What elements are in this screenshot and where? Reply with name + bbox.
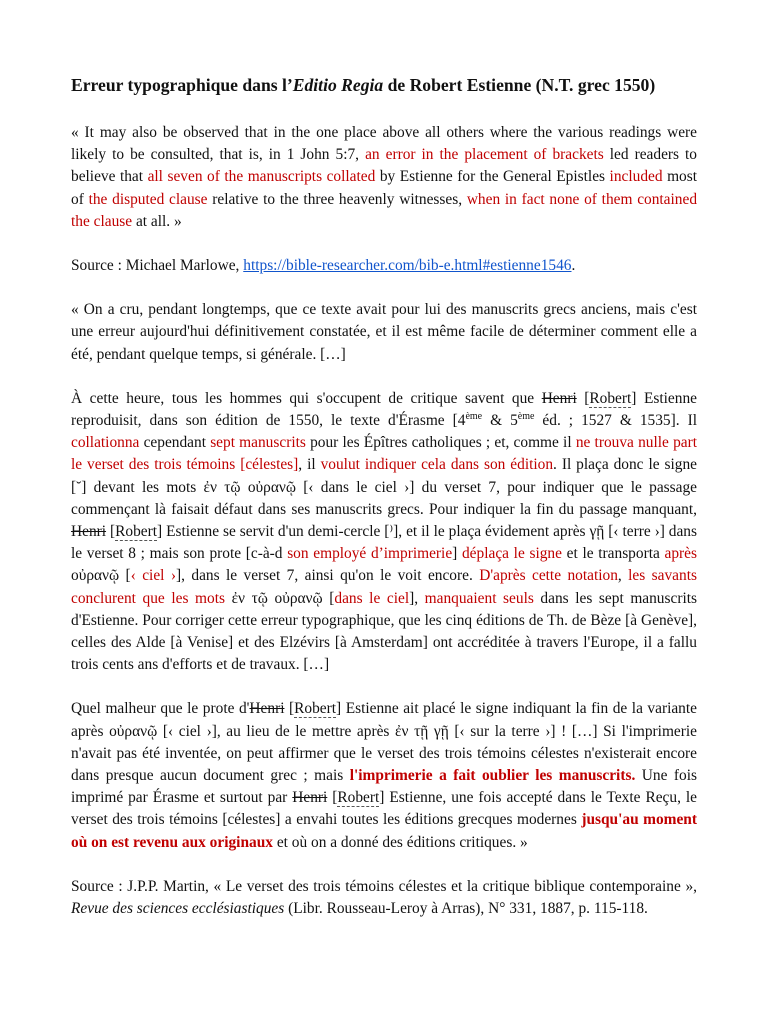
superscript: ème bbox=[517, 411, 535, 423]
text: cependant bbox=[139, 434, 211, 452]
highlight-red: manquaient seuls bbox=[424, 589, 534, 607]
text: Estienne ait placé le signe indiquant la fin de la variante après οὐρανῷ [‹ ciel ›], au lieu de le mettre après ἐν τῇ γῇ [‹ sur la terre ›] ! […] Si l'imprimerie n'avait pas été inventée, on peut affirmer que le verset des trois témoins célestes n'existerait encore dans presque aucun document grec ; mais bbox=[71, 700, 697, 785]
document-title bbox=[71, 74, 697, 96]
source-prefix: Source : Michael Marlowe, bbox=[71, 257, 244, 275]
struck-name: Henri bbox=[249, 700, 285, 718]
highlight-red: déplaça le signe bbox=[461, 545, 562, 563]
superscript: ème bbox=[465, 411, 483, 423]
highlight-red: included bbox=[609, 168, 663, 186]
text: Estienne se servit d'un demi-cercle [⁾], et il le plaça évidement après γῇ [‹ terre ›] dans le verset 8 ; mais son prote [c-à-d bbox=[71, 523, 697, 563]
text: , il bbox=[298, 456, 321, 474]
quote-marlowe bbox=[71, 122, 697, 233]
text: οὐρανῷ [ bbox=[71, 567, 131, 585]
text: Quel malheur que le prote d' bbox=[71, 700, 250, 718]
correction-name: Robert bbox=[337, 789, 380, 807]
quote-martin-conclusion: Quel malheur que le prote d'Henri [Robert] Estienne ait placé le signe indiquant la fin de la variante après οὐρανῷ [‹ ciel ›], au lieu de le mettre après ἐν τῇ γῇ [‹ sur la terre ›] ! […] Si l'imprimerie n'avait pas été inventée, on peut affirmer que le verset des trois témoins célestes n'existerait encore dans presque aucun document grec ; mais l'imprimerie a fait oublier les manuscrits. Une fois imprimé par Érasme et surtout par Henri [Robert] Estienne, une fois accepté dans le Texte Reçu, le verset des trois témoins [célestes] a envahi toutes les éditions grecques modernes jusqu'au moment où on est revenu aux originaux et où on a donné des éditions critiques. » bbox=[71, 700, 697, 851]
title-text: Erreur typographique dans l’ bbox=[71, 75, 293, 95]
text: dans les sept manuscrits d'Estienne. Pour corriger cette erreur typographique, que les cinq éditions de Th. de Bèze [à Genève], celles des Alde [à Venise] et des Elzévirs [à Amsterdam] ont accréditée à travers l'Europe, il a fallu trois cents ans d'efforts et de travaux. […] bbox=[71, 589, 697, 674]
text: À cette heure, tous les hommes qui s'occupent de critique savent que bbox=[71, 389, 542, 407]
text: . bbox=[571, 257, 576, 275]
text: most of bbox=[71, 168, 698, 208]
text: et où on a donné des éditions critiques. » bbox=[272, 833, 528, 851]
highlight-red: ‹ ciel › bbox=[130, 567, 176, 585]
highlight-red: sept manuscrits bbox=[210, 434, 306, 452]
highlight-red: when in fact none of them contained the clause bbox=[71, 190, 698, 230]
correction-name: Robert bbox=[589, 389, 632, 407]
source-link[interactable]: https://bible-researcher.com/bib-e.html#estienne1546 bbox=[243, 257, 572, 275]
correction-name: Robert bbox=[115, 523, 157, 541]
text: « It may also be observed that in the one place above all others where the various readings were likely to be consulted, that is, in 1 John 5:7, bbox=[71, 124, 697, 164]
highlight-red-bold: l'imprimerie a fait oublier les manuscrits. bbox=[349, 767, 636, 785]
highlight-red: les savants conclurent que les mots bbox=[71, 567, 697, 607]
title-italic: Editio Regia bbox=[292, 75, 384, 95]
highlight-red: all seven of the manuscripts collated bbox=[147, 168, 376, 186]
text: ] bbox=[452, 545, 462, 563]
correction-name: Robert bbox=[294, 700, 337, 718]
highlight-red: collationna bbox=[71, 434, 140, 452]
highlight-red: D'après cette notation bbox=[479, 567, 618, 585]
journal-title: Revue des sciences ecclésiastiques bbox=[71, 900, 285, 918]
struck-name: Henri bbox=[292, 789, 328, 807]
highlight-red: voulut indiquer cela dans son édition bbox=[320, 456, 554, 474]
text: « On a cru, pendant longtemps, que ce texte avait pour lui des manuscrits grecs anciens, mais c'est une erreur aujourd'hui définitivement constatée, et il est même facile de déterminer comment elle a été, pendant quelque temps, si générale. […] bbox=[71, 301, 697, 363]
title-text-end: de Robert Estienne (N.T. grec 1550) bbox=[383, 75, 656, 95]
text: ], bbox=[409, 589, 425, 607]
text: (Libr. Rousseau-Leroy à Arras), N° 331, 1887, p. 115-118. bbox=[284, 900, 648, 918]
highlight-red: son employé d’imprimerie bbox=[287, 545, 453, 563]
highlight-red: dans le ciel bbox=[334, 589, 410, 607]
text: , bbox=[617, 567, 629, 585]
text: at all. » bbox=[132, 212, 182, 230]
text: pour les Épîtres catholiques ; et, comme il bbox=[305, 434, 576, 452]
highlight-red: ne trouva nulle part le verset des trois témoins [célestes] bbox=[71, 434, 697, 474]
text: & 5 bbox=[482, 412, 518, 430]
quote-martin-body: À cette heure, tous les hommes qui s'occupent de critique savent que Henri [Robert] Estienne reproduisit, dans son édition de 1550, le texte d'Érasme [4ème & 5ème éd. ; 1527 & 1535]. Il collationna cependant sept manuscrits pour les Épîtres catholiques ; et, comme il ne trouva nulle part le verset des trois témoins [célestes], il voulut indiquer cela dans son édition. Il plaça donc le signe [˘] devant les mots ἐν τῷ οὐρανῷ [‹ dans le ciel ›] du verset 7, pour indiquer que le passage commençant là faisait défaut dans ses manuscrits grecs. Pour indiquer la fin du passage manquant, Henri [Robert] Estienne se servit d'un demi-cercle [⁾], et il le plaça évidement après γῇ [‹ terre ›] dans le verset 8 ; mais son prote [c-à-d son employé d’imprimerie] déplaça le signe et le transporta après οὐρανῷ [‹ ciel ›], dans le verset 7, ainsi qu'on le voit encore. D'après cette notation, les savants conclurent que les mots ἐν τῷ οὐρανῷ [dans le ciel], manquaient seuls dans les sept manuscrits d'Estienne. Pour corriger cette erreur typographique, que les cinq éditions de Th. de Bèze [à Genève], celles des Alde [à Venise] et des Elzévirs [à Amsterdam] ont accréditée à travers l'Europe, il a fallu trois cents ans d'efforts et de travaux. […] bbox=[71, 389, 697, 674]
text: ], dans le verset 7, ainsi qu'on le voit encore. bbox=[175, 567, 480, 585]
text: Source : J.P.P. Martin, « Le verset des trois témoins célestes et la critique biblique contemporaine », bbox=[71, 877, 697, 895]
highlight-red-bold: jusqu'au moment où on est revenu aux originaux bbox=[71, 811, 697, 851]
text: relative to the three heavenly witnesses, bbox=[207, 190, 467, 208]
text: éd. ; 1527 & 1535]. Il bbox=[534, 412, 697, 430]
text: ἐν τῷ οὐρανῷ [ bbox=[224, 589, 335, 607]
highlight-red: the disputed clause bbox=[88, 190, 208, 208]
text: Estienne reproduisit, dans son édition de 1550, le texte d'Érasme [4 bbox=[71, 389, 697, 430]
highlight-red: après bbox=[664, 545, 697, 563]
struck-name: Henri bbox=[541, 389, 577, 407]
text: et le transporta bbox=[561, 545, 665, 563]
source-marlowe bbox=[71, 255, 697, 277]
text: . Il plaça donc le signe [˘] devant les mots ἐν τῷ οὐρανῷ [‹ dans le ciel ›] du verset 7, pour indiquer que le passage commençant là faisait défaut dans ses manuscrits grecs. Pour indiquer la fin du passage manquant, bbox=[71, 456, 697, 518]
text: Une fois imprimé par Érasme et surtout par bbox=[71, 767, 697, 807]
text: by Estienne for the General Epistles bbox=[375, 168, 610, 186]
highlight-red: an error in the placement of brackets bbox=[365, 146, 604, 164]
source-martin bbox=[71, 876, 697, 920]
quote-martin-intro bbox=[71, 299, 697, 366]
text: Estienne, une fois accepté dans le Texte Reçu, le verset des trois témoins [célestes] a envahi toutes les éditions grecques modernes bbox=[71, 789, 697, 829]
text: led readers to believe that bbox=[71, 146, 698, 186]
struck-name: Henri bbox=[71, 523, 107, 541]
